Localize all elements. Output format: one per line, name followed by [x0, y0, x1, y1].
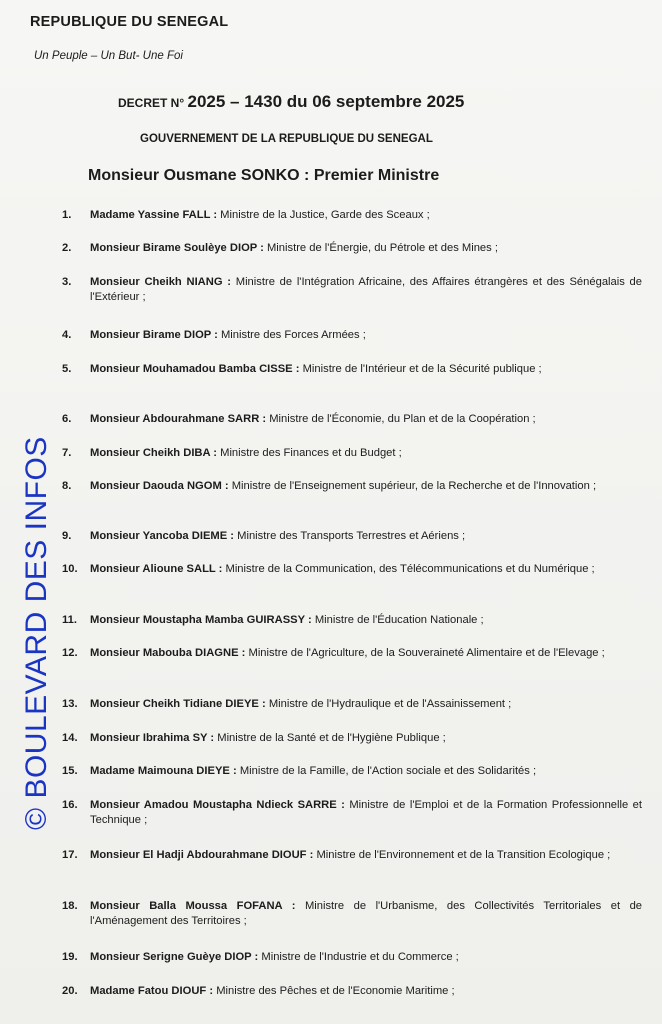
- minister-portfolio: Ministre de la Famille, de l'Action sociale et des Solidarités ;: [239, 765, 537, 777]
- minister-name: Monsieur Abdourahmane SARR :: [90, 413, 267, 425]
- list-item: [62, 984, 642, 999]
- minister-name: Monsieur Amadou Moustapha Ndieck SARRE :: [90, 799, 345, 811]
- list-item: [62, 899, 642, 928]
- item-number: 6.: [62, 413, 72, 425]
- item-number: 12.: [62, 647, 78, 659]
- minister-portfolio: Ministre de l'Éducation Nationale ;: [314, 614, 484, 626]
- minister-name: Monsieur Cheikh DIBA :: [90, 447, 218, 459]
- minister-portfolio: Ministre de la Communication, des Télécommunications et du Numérique ;: [225, 563, 595, 575]
- minister-name: Monsieur Mouhamadou Bamba CISSE :: [90, 363, 300, 375]
- minister-name: Monsieur Birame Soulèye DIOP :: [90, 242, 264, 254]
- decree-prefix: DECRET N°: [118, 96, 185, 110]
- item-number: 11.: [62, 614, 77, 626]
- minister-name: Monsieur Mabouba DIAGNE :: [90, 647, 246, 659]
- decree-number: 2025 – 1430 du 06 septembre 2025: [187, 92, 465, 111]
- list-item: [62, 208, 642, 223]
- item-number: 19.: [62, 951, 78, 963]
- minister-portfolio: Ministre de l'Enseignement supérieur, de la Recherche et de l'Innovation ;: [231, 480, 597, 492]
- minister-portfolio: Ministre de l'Environnement et de la Transition Ecologique ;: [316, 849, 611, 861]
- minister-name: Monsieur Birame DIOP :: [90, 329, 218, 341]
- minister-portfolio: Ministre de l'Urbanisme, des Collectivités Territoriales et de l'Aménagement des Territoires ;: [90, 900, 643, 927]
- list-item: [62, 613, 642, 628]
- item-number: 14.: [62, 732, 78, 744]
- prime-minister-name: Monsieur Ousmane SONKO :: [88, 167, 310, 184]
- minister-name: Madame Fatou DIOUF :: [90, 985, 214, 997]
- list-item: [62, 848, 642, 863]
- list-item: [62, 731, 642, 746]
- list-item: [62, 412, 642, 427]
- list-item: [62, 275, 642, 304]
- minister-portfolio: Ministre de l'Emploi et de la Formation Professionnelle et Technique ;: [90, 799, 642, 826]
- item-number: 4.: [62, 329, 72, 341]
- list-item: [62, 646, 642, 661]
- minister-name: Monsieur El Hadji Abdourahmane DIOUF :: [90, 849, 314, 861]
- item-number: 15.: [62, 765, 78, 777]
- list-item: [62, 950, 642, 965]
- minister-name: Monsieur Daouda NGOM :: [90, 480, 229, 492]
- minister-name: Monsieur Cheikh Tidiane DIEYE :: [90, 698, 266, 710]
- decree-title: [118, 92, 464, 112]
- minister-name: Monsieur Balla Moussa FOFANA :: [90, 900, 296, 912]
- list-item: [62, 764, 642, 779]
- item-number: 2.: [62, 242, 72, 254]
- list-item: [62, 362, 642, 377]
- list-item: [62, 798, 642, 827]
- minister-name: Monsieur Serigne Guèye DIOP :: [90, 951, 259, 963]
- list-item: [62, 562, 642, 577]
- item-number: 18.: [62, 900, 78, 912]
- list-item: [62, 529, 642, 544]
- minister-portfolio: Ministre de l'Agriculture, de la Souveraineté Alimentaire et de l'Elevage ;: [248, 647, 605, 659]
- minister-portfolio: Ministre de l'Énergie, du Pétrole et des Mines ;: [266, 242, 498, 254]
- copyright-watermark: © BOULEVARD DES INFOS: [20, 436, 53, 830]
- list-item: [62, 446, 642, 461]
- minister-portfolio: Ministre de l'Industrie et du Commerce ;: [261, 951, 459, 963]
- item-number: 9.: [62, 530, 72, 542]
- minister-portfolio: Ministre de l'Économie, du Plan et de la Coopération ;: [269, 413, 536, 425]
- minister-portfolio: Ministre des Forces Armées ;: [220, 329, 366, 341]
- item-number: 10.: [62, 563, 78, 575]
- minister-portfolio: Ministre des Finances et du Budget ;: [220, 447, 402, 459]
- minister-portfolio: Ministre de la Justice, Garde des Sceaux ;: [220, 209, 430, 221]
- minister-portfolio: Ministre de l'Intégration Africaine, des Affaires étrangères et des Sénégalais de l'Extérieur ;: [90, 276, 643, 303]
- list-item: [62, 697, 642, 712]
- minister-portfolio: Ministre de l'Hydraulique et de l'Assainissement ;: [268, 698, 512, 710]
- list-item: [62, 479, 642, 494]
- minister-name: Monsieur Moustapha Mamba GUIRASSY :: [90, 614, 312, 626]
- minister-name: Monsieur Cheikh NIANG :: [90, 276, 232, 288]
- minister-portfolio: Ministre de l'Intérieur et de la Sécurité publique ;: [302, 363, 542, 375]
- minister-portfolio: Ministre des Pêches et de l'Economie Maritime ;: [216, 985, 455, 997]
- minister-portfolio: Ministre de la Santé et de l'Hygiène Publique ;: [217, 732, 446, 744]
- government-heading: GOUVERNEMENT DE LA REPUBLIQUE DU SENEGAL: [140, 133, 433, 145]
- list-item: [62, 328, 642, 343]
- national-motto: Un Peuple – Un But- Une Foi: [34, 50, 183, 62]
- republic-heading: REPUBLIQUE DU SENEGAL: [30, 14, 229, 30]
- minister-name: Madame Maimouna DIEYE :: [90, 765, 237, 777]
- prime-minister-line: [88, 167, 439, 185]
- item-number: 5.: [62, 363, 72, 375]
- item-number: 20.: [62, 985, 78, 997]
- item-number: 8.: [62, 480, 72, 492]
- prime-minister-title: Premier Ministre: [313, 167, 440, 184]
- item-number: 16.: [62, 799, 78, 811]
- minister-portfolio: Ministre des Transports Terrestres et Aériens ;: [237, 530, 466, 542]
- minister-name: Monsieur Ibrahima SY :: [90, 732, 215, 744]
- minister-name: Madame Yassine FALL :: [90, 209, 218, 221]
- minister-name: Monsieur Yancoba DIEME :: [90, 530, 235, 542]
- item-number: 7.: [62, 447, 72, 459]
- item-number: 1.: [62, 209, 72, 221]
- item-number: 17.: [62, 849, 78, 861]
- item-number: 13.: [62, 698, 78, 710]
- minister-name: Monsieur Alioune SALL :: [90, 563, 223, 575]
- list-item: [62, 241, 642, 256]
- item-number: 3.: [62, 276, 72, 288]
